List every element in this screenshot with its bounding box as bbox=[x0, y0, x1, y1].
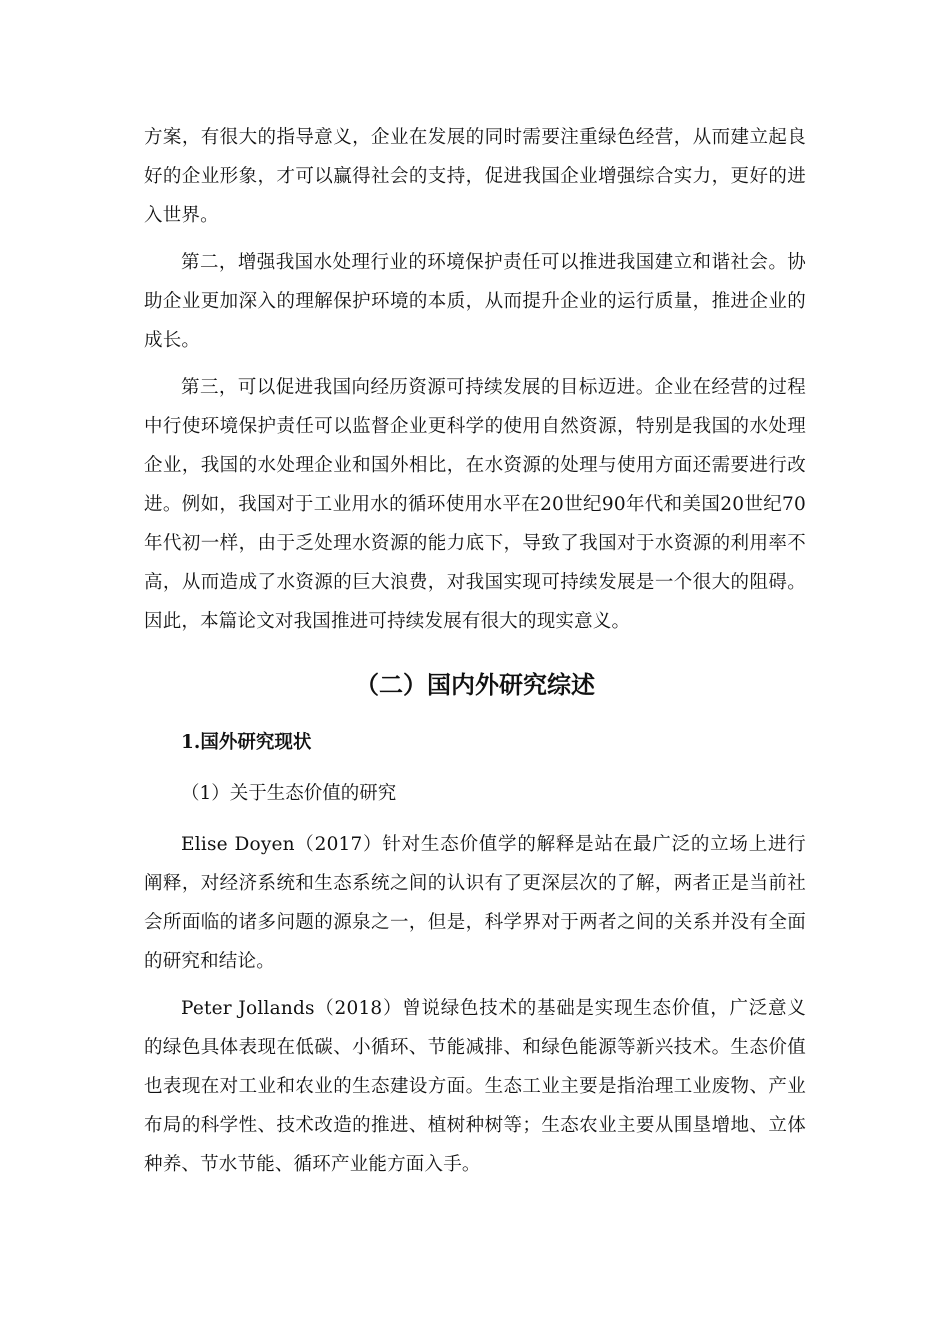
paragraph-elise-doyen: Elise Doyen（2017）针对生态价值学的解释是站在最广泛的立场上进行阐释，对经济系统和生态系统之间的认识有了更深层次的了解，两者正是当前社会所面临的诸多问题的源泉之一，但是，科学界对于两者之间的关系并没有全面的研究和结论。 bbox=[144, 834, 806, 972]
paragraph-third-point: 第三，可以促进我国向经历资源可持续发展的目标迈进。企业在经营的过程中行使环境保护责任可以监督企业更科学的使用自然资源，特别是我国的水处理企业，我国的水处理企业和国外相比，在水资源的处理与使用方面还需要进行改进。例如，我国对于工业用水的循环使用水平在20世纪90年代和美国20世纪70年代初一样，由于乏处理水资源的能力底下，导致了我国对于水资源的利用率不高，从而造成了水资源的巨大浪费，对我国实现可持续发展是一个很大的阻碍。因此，本篇论文对我国推进可持续发展有很大的现实意义。 bbox=[144, 377, 806, 632]
paragraph-continuation: 方案，有很大的指导意义，企业在发展的同时需要注重绿色经营，从而建立起良好的企业形象，才可以赢得社会的支持，促进我国企业增强综合实力，更好的进入世界。 bbox=[144, 127, 806, 226]
subsection-heading: 1.国外研究现状 bbox=[181, 732, 312, 753]
subsubsection-heading: （1）关于生态价值的研究 bbox=[181, 783, 397, 804]
paragraph-second-point: 第二，增强我国水处理行业的环境保护责任可以推进我国建立和谐社会。协助企业更加深入的理解保护环境的本质，从而提升企业的运行质量，推进企业的成长。 bbox=[144, 252, 806, 351]
paragraph-peter-jollands: Peter Jollands（2018）曾说绿色技术的基础是实现生态价值，广泛意义的绿色具体表现在低碳、小循环、节能减排、和绿色能源等新兴技术。生态价值也表现在对工业和农业的生态建设方面。生态工业主要是指治理工业废物、产业布局的科学性、技术改造的推进、植树种树等；生态农业主要从围垦增地、立体种养、节水节能、循环产业能方面入手。 bbox=[144, 998, 806, 1175]
document-page bbox=[144, 118, 806, 1184]
section-heading: （二）国内外研究综述 bbox=[355, 670, 595, 699]
